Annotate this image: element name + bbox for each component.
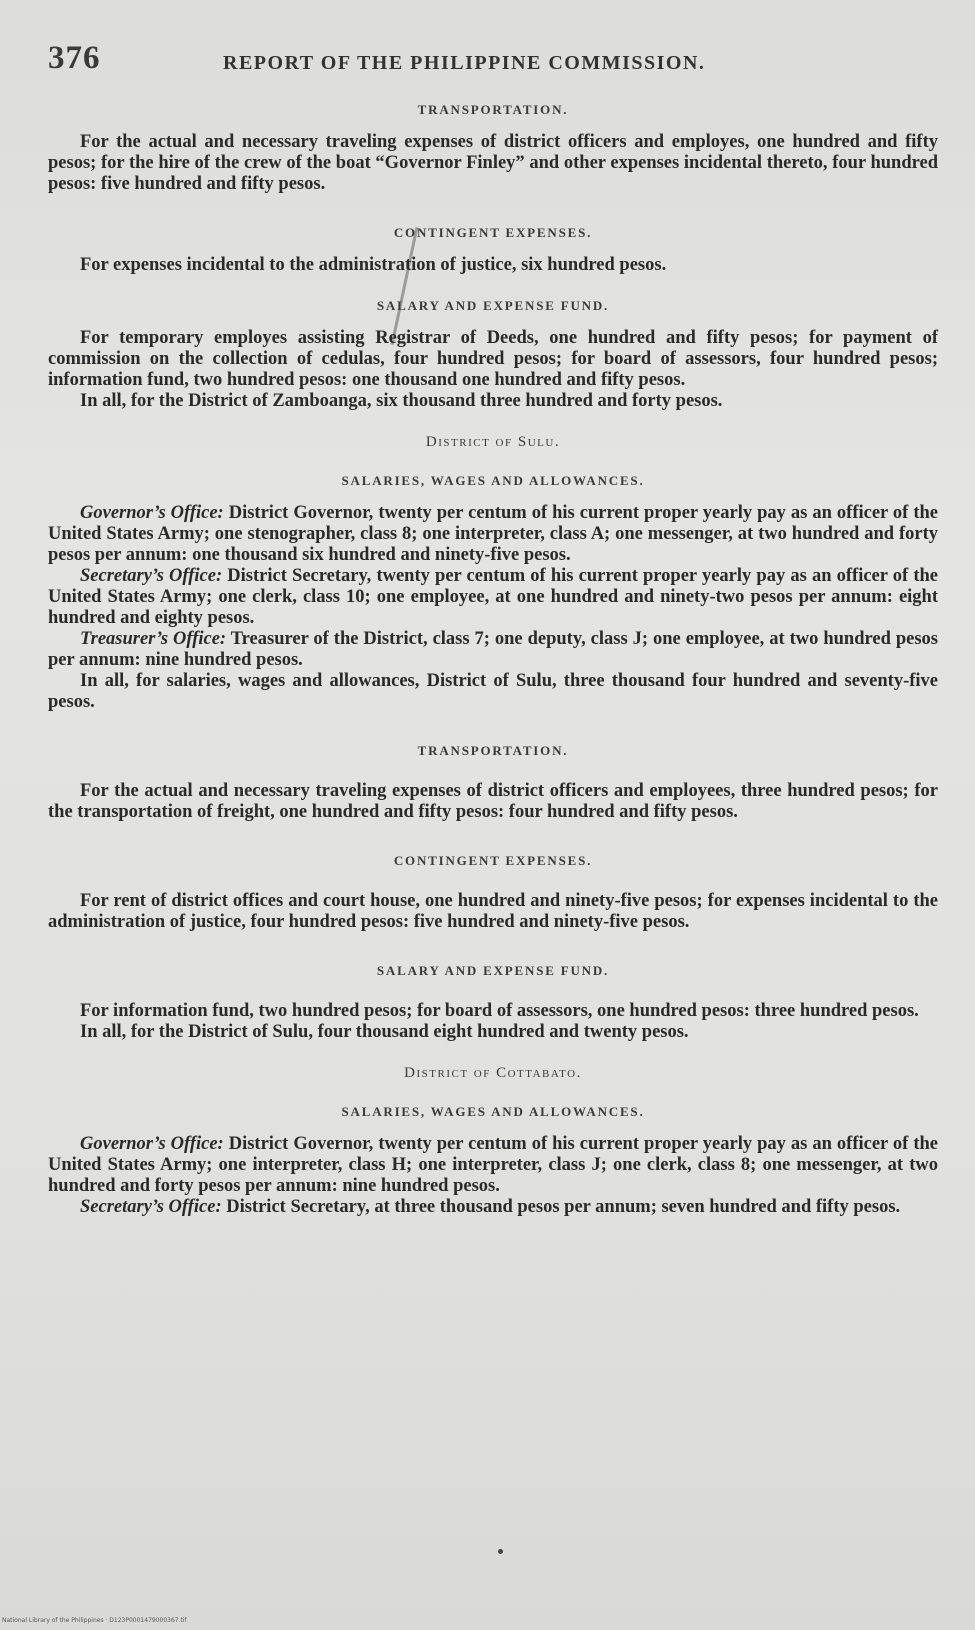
cottabato-governor-label: Governor’s Office: [80,1134,224,1154]
cottabato-governor-office [48,1134,938,1197]
zamboanga-transportation-text: For the actual and necessary traveling expenses of district officers and employes, one hundred and fifty pesos; for the hire of the crew of the boat “Governor Finley” and other expenses incidental thereto, four hundred pesos: five hundred and fifty pesos. [48,132,938,194]
sulu-secretary-label: Secretary’s Office: [80,566,223,586]
cottabato-salaries-heading: SALARIES, WAGES AND ALLOWANCES. [341,1104,645,1119]
sulu-governor-text: District Governor, twenty per centum of his current proper yearly pay as an officer of the United States Army; one stenographer, class 8; one interpreter, class A; one messenger, at two hundred and forty pesos per annum: one thousand six hundred and ninety-five pesos. [48,503,939,565]
cottabato-district-heading: District of Cottabato. [404,1065,582,1081]
zamboanga-salary-fund-text: For temporary employes assisting Registrar of Deeds, one hundred and fifty pesos; for payment of commission on the collection of cedulas, four hundred pesos; for board of assessors, four hundred pesos; information fund, two hundred pesos: one thousand one hundred and fifty pesos. [48,328,938,390]
cottabato-secretary-text: District Secretary, at three thousand pesos per annum; seven hundred and fifty pesos. [226,1197,901,1217]
sulu-salary-fund-heading: SALARY AND EXPENSE FUND. [376,963,610,978]
sulu-treasurer-label: Treasurer’s Office: [80,629,227,649]
sulu-contingent-heading: CONTINGENT EXPENSES. [393,853,593,868]
scan-footer-note: National Library of the Philippines · D123P0001479000367.tif [2,1617,187,1624]
cottabato-governor-text: District Governor, twenty per centum of his current proper yearly pay as an officer of the United States Army; one interpreter, class H; one interpreter, class J; one clerk, class 8; one messenger, at two hundred and forty pesos per annum: nine hundred pesos. [48,1134,939,1196]
cottabato-secretary-office [48,1197,938,1218]
page-header [48,40,938,80]
sulu-salary-fund-text: For information fund, two hundred pesos; for board of assessors, one hundred pesos: three hundred pesos. [80,1001,919,1021]
sulu-transportation-text: For the actual and necessary traveling expenses of district officers and employees, three hundred pesos; for the transportation of freight, one hundred and fifty pesos: four hundred and fifty pesos. [48,781,938,822]
page-number: 376 [48,40,101,76]
zamboanga-transportation-heading: TRANSPORTATION. [417,102,569,117]
sulu-governor-office [48,503,938,566]
ink-speck [498,1549,503,1554]
sulu-salaries-heading: SALARIES, WAGES AND ALLOWANCES. [341,473,645,488]
zamboanga-salary-fund-heading: SALARY AND EXPENSE FUND. [376,298,610,313]
zamboanga-total: In all, for the District of Zamboanga, six thousand three hundred and forty pesos. [80,391,723,411]
sulu-total: In all, for the District of Sulu, four thousand eight hundred and twenty pesos. [80,1022,689,1042]
sulu-transportation-heading: TRANSPORTATION. [417,743,569,758]
sulu-treasurer-office [48,629,938,671]
zamboanga-contingent-heading: CONTINGENT EXPENSES. [393,225,593,240]
sulu-salaries-total: In all, for salaries, wages and allowances, District of Sulu, three thousand four hundred and seventy-five pesos. [48,671,938,712]
sulu-district-heading: District of Sulu. [425,434,561,450]
cottabato-secretary-label: Secretary’s Office: [80,1197,222,1217]
sulu-treasurer-text: Treasurer of the District, class 7; one deputy, class J; one employee, at two hundred pesos per annum: nine hundred pesos. [48,629,938,670]
report-body [48,102,938,1218]
sulu-contingent-text: For rent of district offices and court house, one hundred and ninety-five pesos; for expenses incidental to the administration of justice, four hundred pesos: five hundred and ninety-five pesos. [48,891,938,932]
sulu-governor-label: Governor’s Office: [80,503,224,523]
running-head: REPORT OF THE PHILIPPINE COMMISSION. [223,52,706,74]
sulu-secretary-office [48,566,938,629]
zamboanga-contingent-text: For expenses incidental to the administration of justice, six hundred pesos. [80,255,667,275]
sulu-secretary-text: District Secretary, twenty per centum of his current proper yearly pay as an officer of the United States Army; one clerk, class 10; one employee, at one hundred and ninety-two pesos per annum: eight hundred and eighty pesos. [48,566,939,628]
